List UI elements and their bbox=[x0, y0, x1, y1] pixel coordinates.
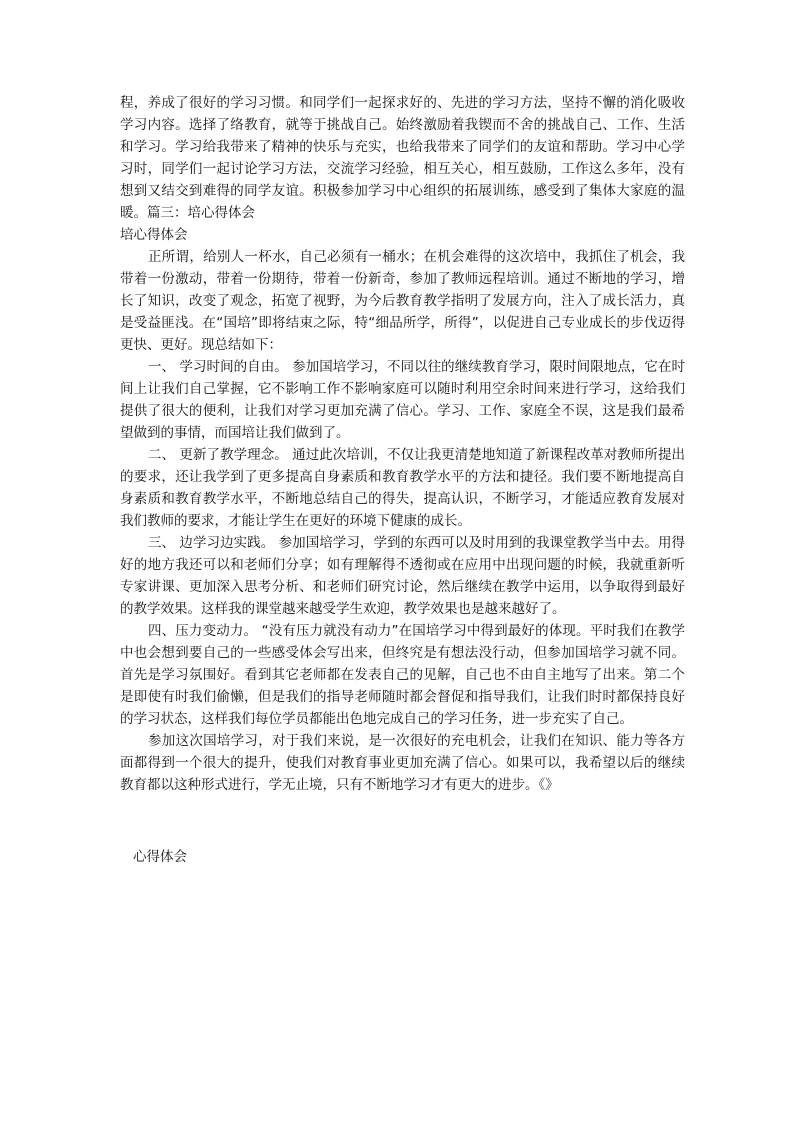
point-four-paragraph: 四、压力变动力。 “没有压力就没有动力”在国培学习中得到最好的体现。平时我们在教学中也会想到要自己的一些感受体会写出来，但终究是有想法没行动，但参加国培学习就不同。首先是学习氛围好。看到其它老师都在发表自己的见解，自己也不由自主地写了出来。第二个是即使有时我们偷懒，但是我们的指导老师随时都会督促和指导我们，让我们时时都保持良好的学习状态，这样我们每位学员都能出色地完成自己的学习任务，进一步充实了自己。 bbox=[120, 623, 685, 727]
intro-paragraph: 程，养成了很好的学习习惯。和同学们一起探求好的、先进的学习方法，坚持不懈的消化吸收学习内容。选择了络教育，就等于挑战自己。始终激励着我锲而不舍的挑战自己、工作、生活和学习。学习给我带来了精神的快乐与充实，也给我带来了同学们的友谊和帮助。学习中心学习时，同学们一起讨论学习方法，交流学习经验，相互关心，相互鼓励，工作这么多年，没有想到又结交到难得的同学友谊。积极参加学习中心组织的拓展训练，感受到了集体大家庭的温暖。篇三：培心得体会 bbox=[120, 95, 685, 221]
point-two-paragraph: 二、 更新了教学理念。 通过此次培训，不仅让我更清楚地知道了新课程改革对教师所提出的要求，还让我学到了更多提高自身素质和教育教学水平的方法和捷径。我们要不断地提高自身素质和教育教学水平，不断地总结自己的得失，提高认识，不断学习，才能适应教育发展对我们教师的要求，才能让学生在更好的环境下健康的成长。 bbox=[120, 447, 685, 529]
opening-paragraph: 正所谓，给别人一杯水，自己必须有一桶水；在机会难得的这次培中，我抓住了机会，我带着一份激动，带着一份期待，带着一份新奇，参加了教师远程培训。通过不断地的学习，增长了知识，改变了观念，拓宽了视野，为今后教育教学指明了发展方向，注入了成长活力，真是受益匪浅。在“国培”即将结束之际，特“细品所学，所得”，以促进自己专业成长的步伐迈得更快、更好。现总结如下： bbox=[120, 249, 685, 353]
footer-label: 心得体会 bbox=[133, 849, 187, 865]
closing-paragraph: 参加这次国培学习，对于我们来说，是一次很好的充电机会，让我们在知识、能力等各方面都得到一个很大的提升，使我们对教育事业更加充满了信心。如果可以，我希望以后的继续教育都以这种形式进行，学无止境，只有不断地学习才有更大的进步。《》 bbox=[120, 733, 685, 793]
document-body bbox=[120, 92, 685, 796]
point-one-paragraph: 一、 学习时间的自由。 参加国培学习，不同以往的继续教育学习，限时间限地点，它在时间上让我们自己掌握，它不影响工作不影响家庭可以随时利用空余时间来进行学习，这给我们提供了很大的便利，让我们对学习更加充满了信心。学习、工作、家庭全不误，这是我们最希望做到的事情，而国培让我们做到了。 bbox=[120, 359, 685, 441]
section-subtitle: 培心得体会 bbox=[120, 227, 188, 243]
point-three-paragraph: 三、 边学习边实践。 参加国培学习，学到的东西可以及时用到的我课堂教学当中去。用得好的地方我还可以和老师们分享；如有理解得不透彻或在应用中出现问题的时候，我就重新听专家讲课、更加深入思考分析、和老师们研究讨论，然后继续在教学中运用，以争取得到最好的教学效果。这样我的课堂越来越受学生欢迎，教学效果也是越来越好了。 bbox=[120, 535, 685, 617]
